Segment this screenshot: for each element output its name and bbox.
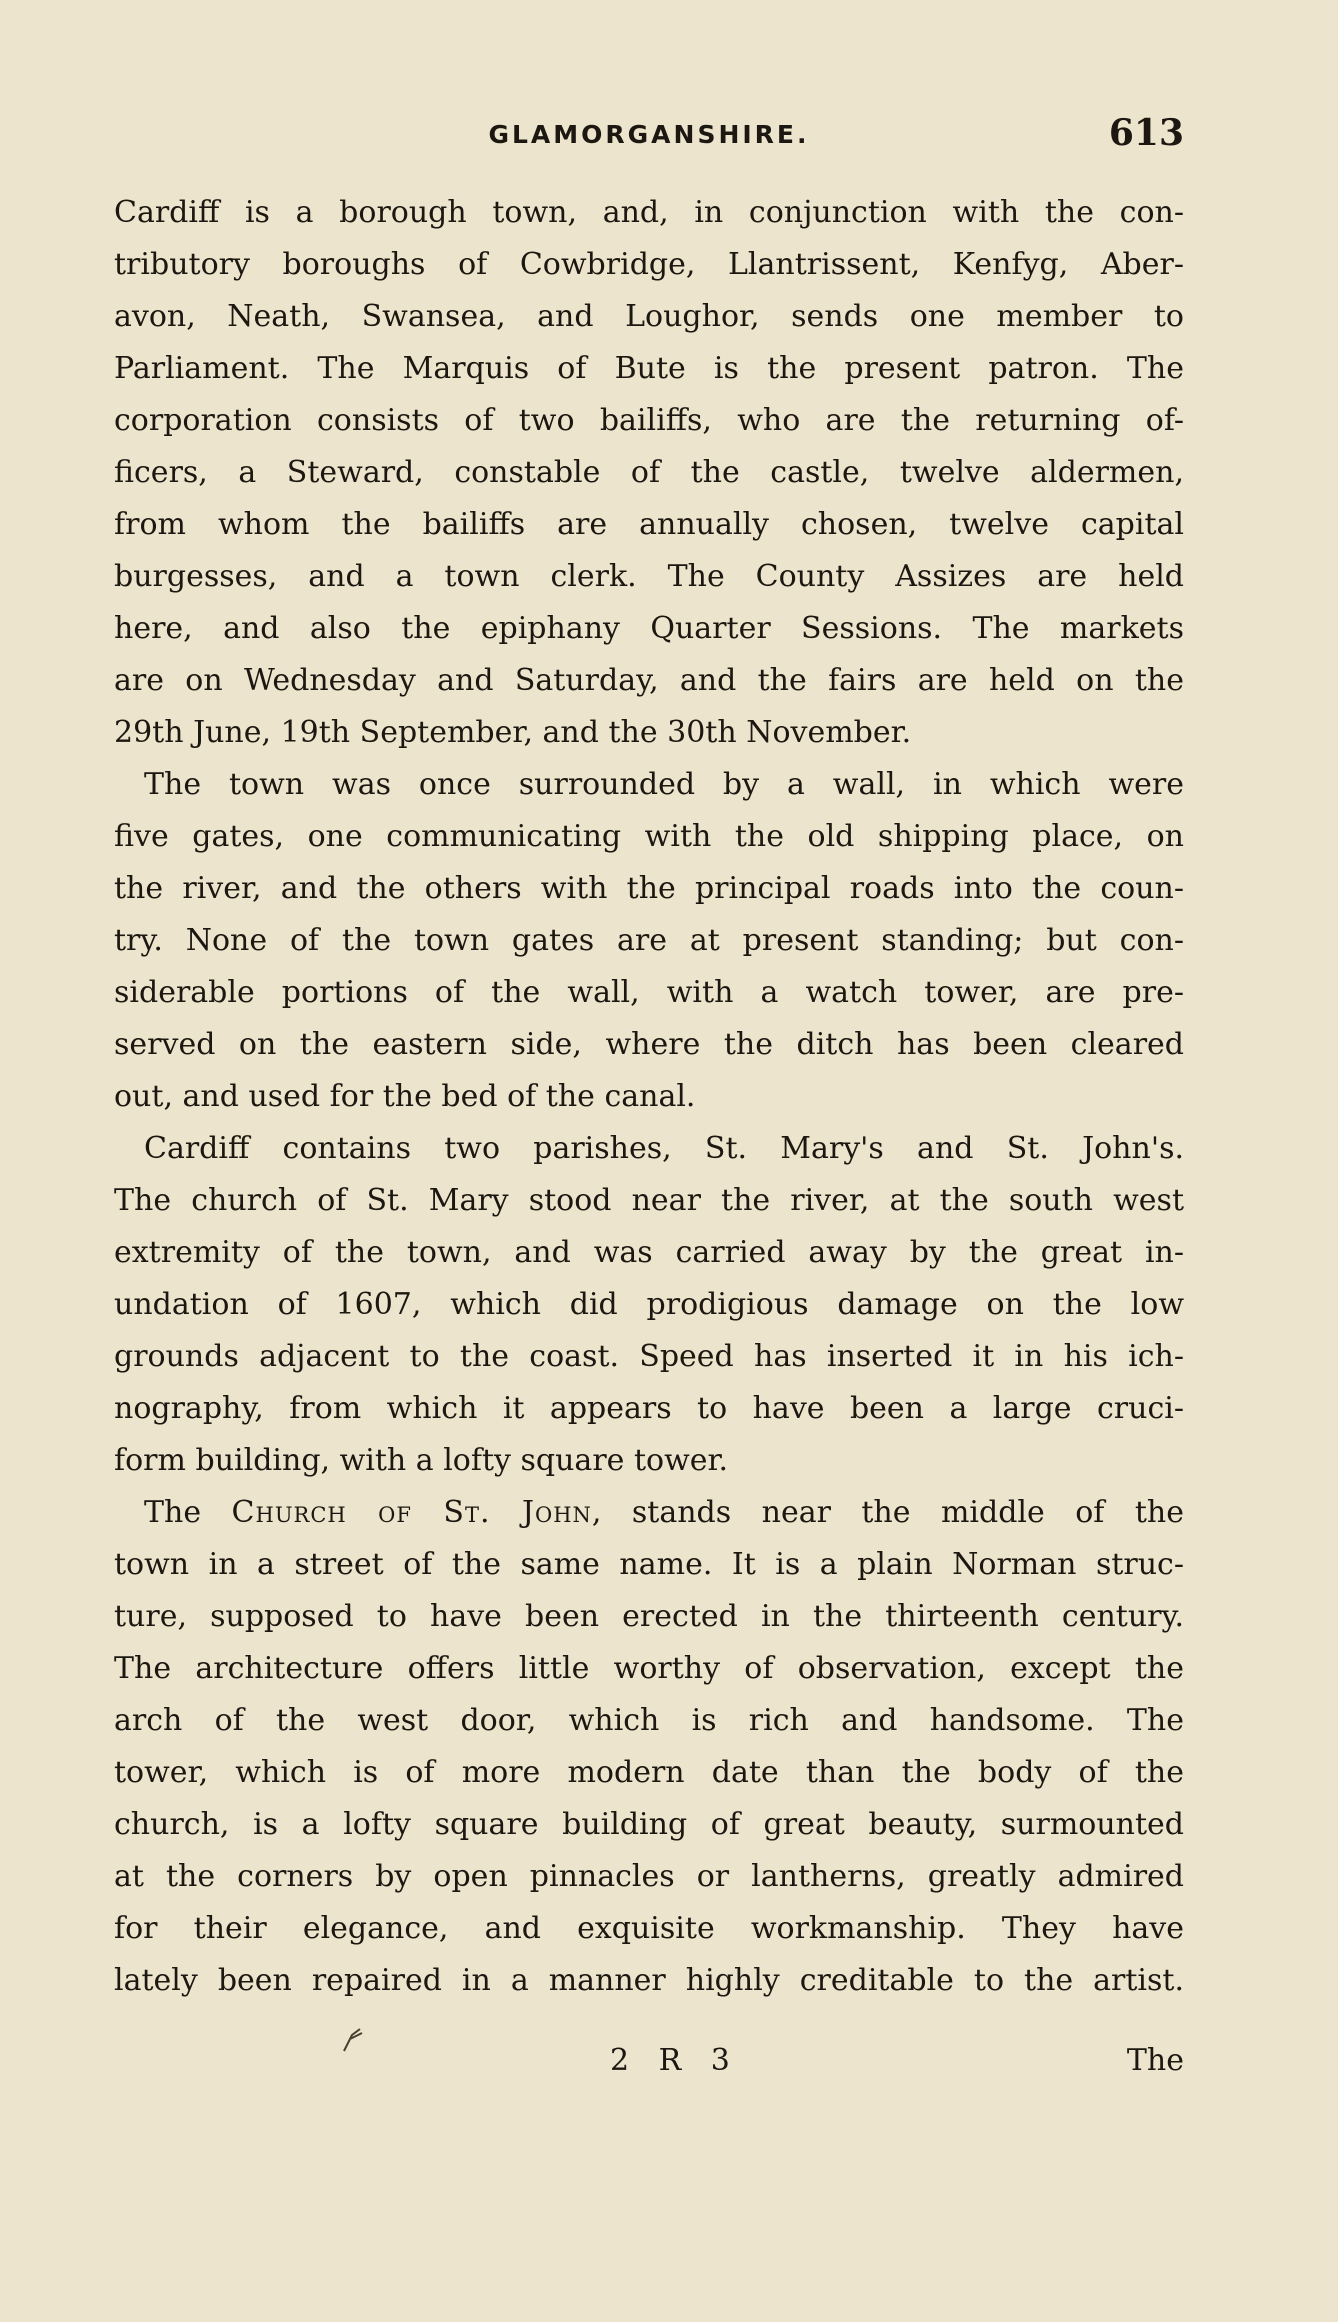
- text-line: 29th June, 19th September, and the 30th November.: [114, 715, 912, 750]
- running-head: [114, 112, 1184, 162]
- church-line-prefix: The: [144, 1495, 232, 1530]
- text-line: siderable portions of the wall, with a watch tower, are pre-: [114, 975, 1184, 1010]
- body-text: [114, 187, 1184, 2007]
- text-line: form building, with a lofty square tower.: [114, 1443, 729, 1478]
- page-number: 613: [1108, 112, 1184, 154]
- text-line: for their elegance, and exquisite workmanship. They have: [114, 1911, 1184, 1946]
- church-name: Church of St. John: [231, 1495, 592, 1530]
- text-line: Parliament. The Marquis of Bute is the present patron. The: [114, 351, 1184, 386]
- text-line: from whom the bailiffs are annually chosen, twelve capital: [114, 507, 1184, 542]
- text-line: The town was once surrounded by a wall, in which were: [144, 767, 1184, 802]
- text-line: ficers, a Steward, constable of the castle, twelve aldermen,: [114, 455, 1184, 490]
- signature-mark: 2 R 3: [610, 2043, 740, 2078]
- page-footer: [114, 2035, 1184, 2087]
- text-line: served on the eastern side, where the ditch has been cleared: [114, 1027, 1184, 1062]
- text-line: The church of St. Mary stood near the river, at the south west: [114, 1183, 1184, 1218]
- text-line: out, and used for the bed of the canal.: [114, 1079, 696, 1114]
- church-line-suffix: , stands near the middle of the: [591, 1495, 1184, 1530]
- running-title: GLAMORGANSHIRE.: [488, 120, 810, 149]
- text-line: lately been repaired in a manner highly creditable to the artist.: [114, 1963, 1184, 1998]
- text-line: tributory boroughs of Cowbridge, Llantrissent, Kenfyg, Aber-: [114, 247, 1184, 282]
- text-line: extremity of the town, and was carried away by the great in-: [114, 1235, 1184, 1270]
- text-line: ture, supposed to have been erected in the thirteenth century.: [114, 1599, 1184, 1634]
- text-line: nography, from which it appears to have been a large cruci-: [114, 1391, 1184, 1426]
- text-line: at the corners by open pinnacles or lantherns, greatly admired: [114, 1859, 1184, 1894]
- text-line: The architecture offers little worthy of observation, except the: [114, 1651, 1184, 1686]
- text-line: corporation consists of two bailiffs, who are the returning of-: [114, 403, 1184, 438]
- text-line: burgesses, and a town clerk. The County Assizes are held: [114, 559, 1184, 594]
- text-line: here, and also the epiphany Quarter Sessions. The markets: [114, 611, 1184, 646]
- text-line: undation of 1607, which did prodigious damage on the low: [114, 1287, 1184, 1322]
- text-line: tower, which is of more modern date than the body of the: [114, 1755, 1184, 1790]
- text-line: grounds adjacent to the coast. Speed has inserted it in his ich-: [114, 1339, 1184, 1374]
- text-line-church: [114, 1487, 1184, 1539]
- text-line: arch of the west door, which is rich and handsome. The: [114, 1703, 1184, 1738]
- text-line: five gates, one communicating with the old shipping place, on: [114, 819, 1184, 854]
- text-line: town in a street of the same name. It is a plain Norman struc-: [114, 1547, 1184, 1582]
- text-line: are on Wednesday and Saturday, and the fairs are held on the: [114, 663, 1184, 698]
- text-line: avon, Neath, Swansea, and Loughor, sends one member to: [114, 299, 1184, 334]
- text-line: the river, and the others with the principal roads into the coun-: [114, 871, 1184, 906]
- text-line: church, is a lofty square building of great beauty, surmounted: [114, 1807, 1184, 1842]
- catchword: The: [1126, 2043, 1184, 2078]
- text-line: Cardiff is a borough town, and, in conjunction with the con-: [114, 195, 1184, 230]
- text-line: try. None of the town gates are at present standing; but con-: [114, 923, 1184, 958]
- text-line: Cardiff contains two parishes, St. Mary's and St. John's.: [144, 1131, 1184, 1166]
